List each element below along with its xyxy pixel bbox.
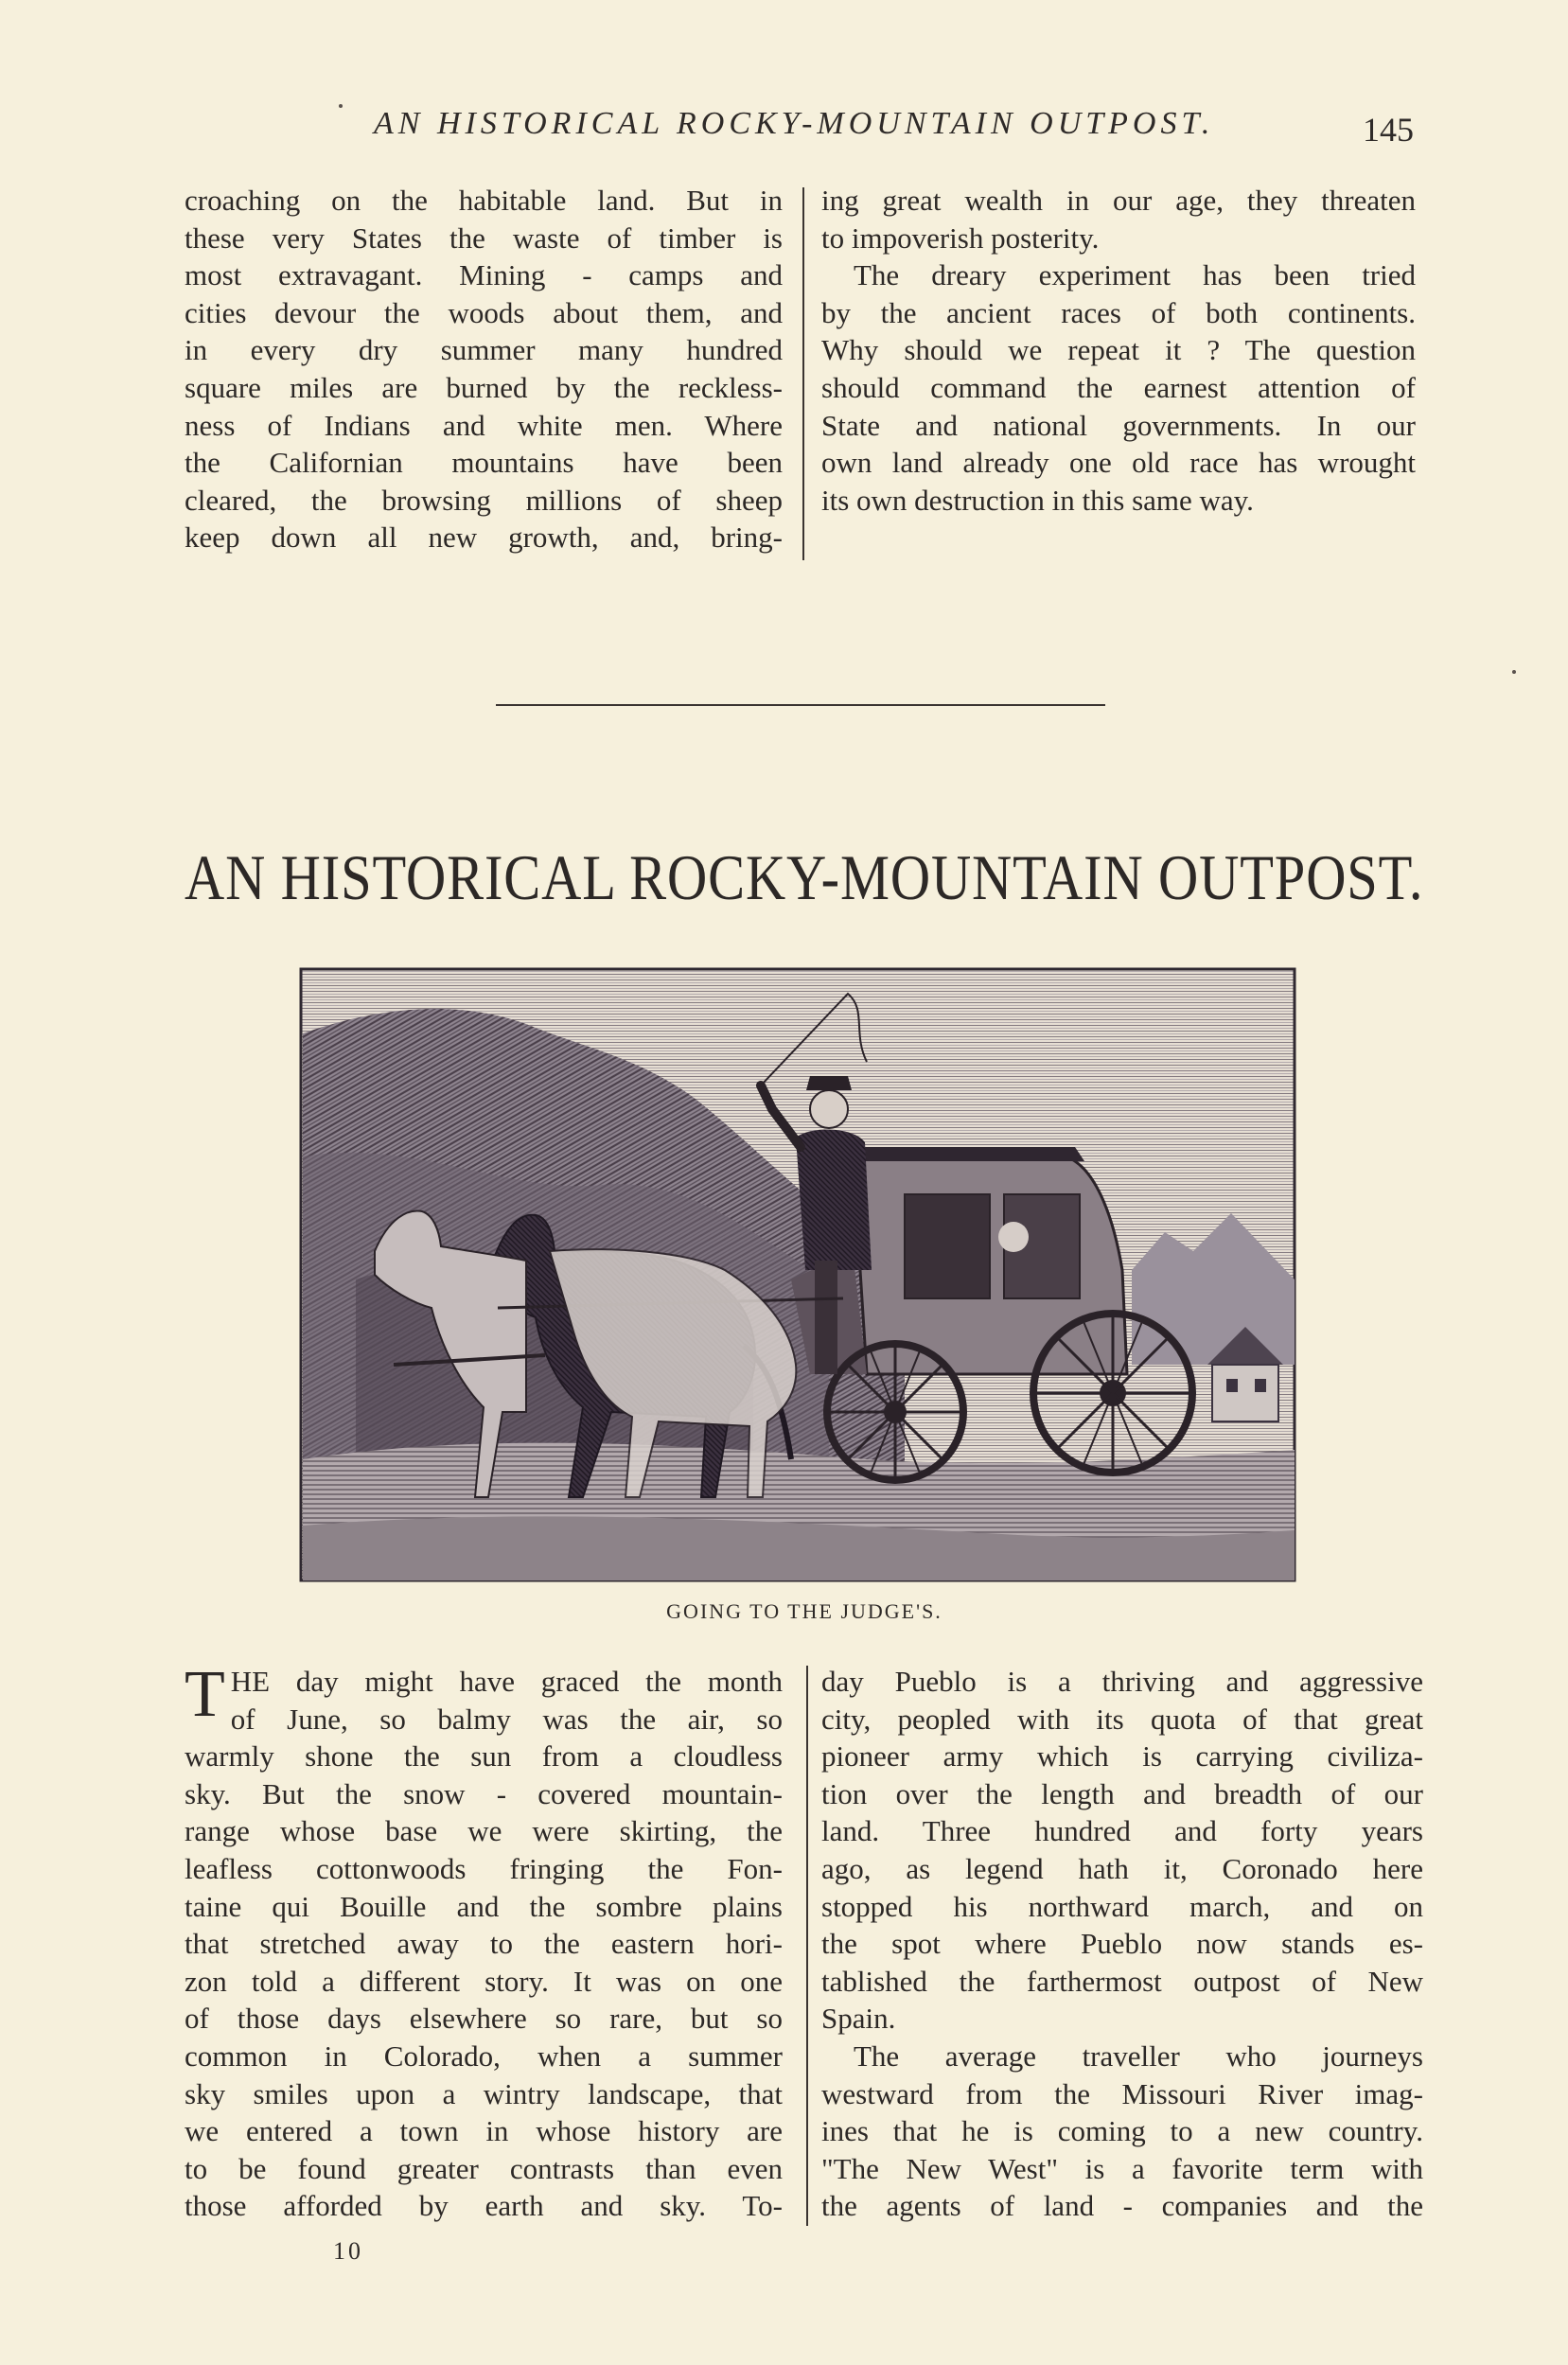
text-line: croaching on the habitable land. But in [185,184,783,217]
text-line: HE day might have graced the month [230,1665,783,1698]
column-rule-top [802,187,804,560]
text-line: we entered a town in whose history are [185,2114,783,2148]
text-line: Spain. [821,2002,896,2036]
text-line: taine qui Bouille and the sombre plains [185,1889,783,1923]
text-line: should command the earnest attention of [821,370,1416,404]
text-line: cleared, the browsing millions of sheep [185,483,783,517]
text-line: pioneer army which is carrying civiliza- [821,1739,1423,1774]
text-line: of June, so balmy was the air, so [230,1702,783,1736]
text-line: in every dry summer many hundred [185,333,783,367]
text-line: the Californian mountains have been [185,446,783,480]
text-line: Why should we repeat it ? The question [821,333,1416,367]
text-line: westward from the Missouri River imag- [821,2076,1423,2110]
running-head: AN HISTORICAL ROCKY-MOUNTAIN OUTPOST. [374,106,1215,141]
text-line: land. Three hundred and forty years [821,1814,1423,1848]
text-line: that stretched away to the eastern hori- [185,1927,783,1961]
text-line: own land already one old race has wrought [821,446,1416,480]
text-line: ines that he is coming to a new country. [821,2114,1423,2148]
section-rule [496,704,1105,706]
text-line: these very States the waste of timber is [185,221,783,255]
text-line: keep down all new growth, and, bring- [185,521,783,555]
article-right-column [821,1663,1423,2225]
illustration-caption: GOING TO THE JUDGE'S. [666,1599,943,1623]
text-line: to be found greater contrasts than even [185,2151,783,2185]
text-line: tablished the farthermost outpost of New [821,1964,1423,1998]
drop-cap: T [185,1658,225,1731]
text-line: sky smiles upon a wintry landscape, that [185,2076,783,2110]
article-title: AN HISTORICAL ROCKY-MOUNTAIN OUTPOST. [185,841,1424,913]
text-line: of those days elsewhere so rare, but so [185,2002,783,2036]
text-line: day Pueblo is a thriving and aggressive [821,1665,1423,1698]
text-line: the spot where Pueblo now stands es- [821,1927,1423,1961]
text-line: zon told a different story. It was on one [185,1964,783,1998]
text-line: The average traveller who journeys [854,2038,1423,2073]
text-line: sky. But the snow - covered mountain- [185,1776,783,1810]
text-line: city, peopled with its quota of that great [821,1702,1423,1736]
text-line: "The New West" is a favorite term with [821,2151,1423,2185]
text-line: leafless cottonwoods fringing the Fon- [185,1851,783,1885]
signature-mark: 10 [333,2237,363,2265]
text-line: those afforded by earth and sky. To- [185,2189,783,2223]
text-line: common in Colorado, when a summer [185,2038,783,2073]
column-rule-bottom [806,1666,808,2226]
stagecoach-engraving-icon [299,967,1296,1582]
text-line: most extravagant. Mining - camps and [185,258,783,292]
top-right-column [821,182,1416,519]
text-line: The dreary experiment has been tried [854,258,1416,292]
text-line: square miles are burned by the reckless- [185,370,783,404]
text-line: the agents of land - companies and the [821,2189,1423,2223]
top-left-column [185,182,783,556]
text-line: tion over the length and breadth of our [821,1776,1423,1810]
text-line: ago, as legend hath it, Coronado here [821,1851,1423,1885]
text-line: cities devour the woods about them, and [185,295,783,329]
text-line: its own destruction in this same way. [821,483,1254,517]
text-line: ness of Indians and white men. Where [185,408,783,442]
page-number: 145 [1363,111,1414,149]
text-line: ing great wealth in our age, they threaten [821,184,1416,217]
article-left-column [185,1658,783,2225]
ink-speck [339,104,343,108]
ink-speck [1512,670,1516,674]
text-line: State and national governments. In our [821,408,1416,442]
text-line: by the ancient races of both continents. [821,295,1416,329]
text-line: stopped his northward march, and on [821,1889,1423,1923]
text-line: to impoverish posterity. [821,221,1100,255]
text-line: range whose base we were skirting, the [185,1814,783,1848]
text-line: warmly shone the sun from a cloudless [185,1739,783,1774]
